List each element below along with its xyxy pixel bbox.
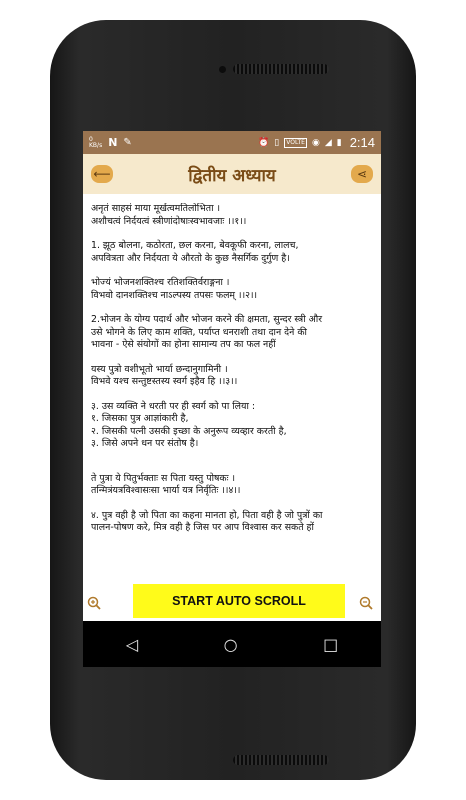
signal-icon: ◢	[324, 137, 332, 148]
battery-icon: ▮	[336, 137, 342, 148]
share-icon[interactable]: ⋖	[351, 165, 373, 183]
verse-3: यस्य पुत्रो वशीभूतो भार्या छन्दानुगामिनी । विभवे यश्च सन्तुष्टस्तस्य स्वर्ग इहैव हि ।।३।।	[91, 363, 238, 387]
chapter-text[interactable]	[83, 203, 381, 569]
zoom-in-icon[interactable]	[87, 596, 101, 610]
top-speaker	[233, 64, 329, 74]
net-speed-indicator: 0 KB/s	[89, 135, 103, 149]
meaning-1: 1. झूठ बोलना, कठोरता, छल करना, बेवकूफी करना, लालच, अपवित्रता और निर्दयता ये औरतो के कुछ नैसर्गिक दुर्गुण है।	[91, 240, 299, 264]
status-bar	[83, 131, 381, 154]
nav-back-icon[interactable]: ◁	[125, 634, 139, 654]
front-camera	[219, 66, 226, 73]
meaning-2: 2.भोजन के योग्य पदार्थ और भोजन करने की क्षमता, सुन्दर स्त्री और उसे भोगने के लिए काम शक्ति, पर्याप्त धनराशी तथा दान देने की भावना - ऐसे संयोगों का होना सामान्य तप का फल नहीं	[91, 314, 323, 350]
verse-4: ते पुत्रा ये पितुर्भक्ताः स पिता यस्तु पोषकः । तन्मित्रंयत्रविश्वासःसा भार्या यत्र निर्वृतिः ।।४।।	[91, 472, 241, 496]
meaning-4: ४. पुत्र वही है जो पिता का कहना मानता हो, पिता वही है जो पुत्रों का पालन-पोषण करे, मित्र वही है जिस पर आप विश्वास कर सकते हों	[91, 509, 323, 533]
zoom-out-icon[interactable]	[359, 596, 373, 610]
wifi-icon: ◉	[311, 137, 320, 148]
start-auto-scroll-button[interactable]: START AUTO SCROLL	[133, 584, 345, 618]
nav-recents-icon[interactable]: □	[323, 634, 339, 654]
bottom-speaker	[233, 755, 329, 765]
screen	[83, 131, 381, 667]
mic-off-icon: ✎	[123, 137, 132, 148]
verse-2: भोज्यं भोजनशक्तिश्च रतिशक्तिर्वराङ्गना । विभवो दानशक्तिश्च नाऽल्पस्य तपसः फलम् ।।२।।	[91, 277, 258, 301]
vibrate-icon: ▯	[274, 137, 280, 148]
verse-1: अनृतं साहसं माया मूर्खत्वमतिलोभिता । अशौचत्वं निर्दयत्वं स्त्रीणांदोषाःस्वभावजाः ।।१।।	[91, 203, 247, 227]
nav-home-icon[interactable]: ○	[223, 634, 238, 654]
bottom-controls	[83, 582, 381, 620]
volte-badge: VOLTE	[286, 138, 305, 146]
app-bar	[83, 154, 381, 194]
meaning-3: ३. उस व्यक्ति ने धरती पर ही स्वर्ग को पा लिया : १. जिसका पुत्र आज्ञांकारी है, २. जिसकी पत्नी उसकी इच्छा के अनुरूप व्यव्हार करती है, ३. जिसे अपने धन पर संतोष है।	[91, 400, 287, 449]
back-arrow-icon[interactable]: ⟵	[91, 165, 113, 183]
page-title: द्वितीय अध्याय	[188, 166, 276, 186]
nav-bar	[83, 621, 381, 667]
clock: 2:14	[349, 135, 375, 150]
n-notification-icon: N	[108, 136, 118, 149]
alarm-icon: ⏰	[258, 137, 270, 148]
